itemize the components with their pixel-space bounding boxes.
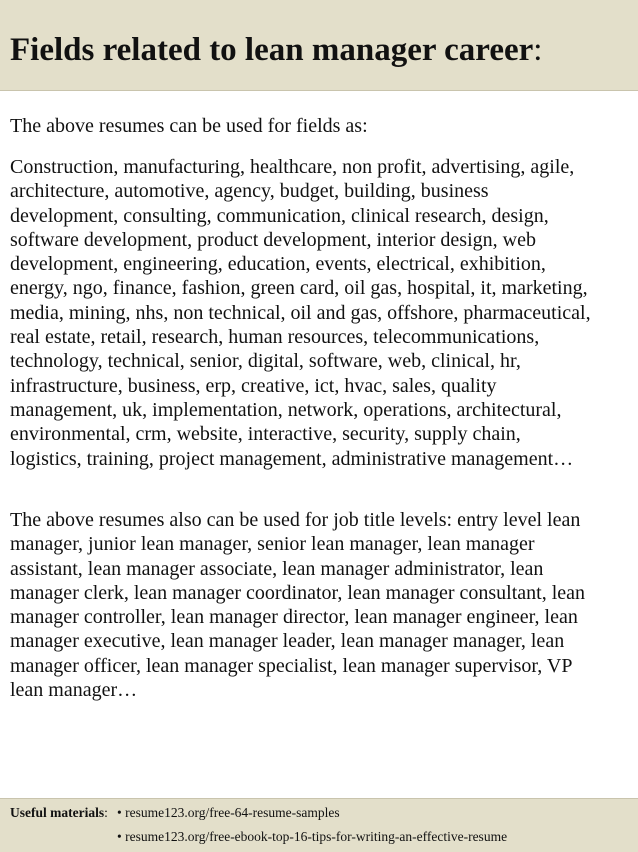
resume-tips-ebook-link[interactable]: • resume123.org/free-ebook-top-16-tips-for-writing-an-effective-resume [117,829,508,844]
fields-line: real estate, retail, research, human resources, telecommunications, [10,326,540,349]
fields-line: media, mining, nhs, non technical, oil and gas, offshore, pharmaceutical, [10,301,591,324]
page-title [10,30,542,70]
fields-line: technology, technical, senior, digital, software, web, clinical, hr, [10,350,521,373]
useful-materials-label-text: Useful materials [10,805,105,820]
useful-materials-footer [0,798,638,852]
fields-line: development, consulting, communication, clinical research, design, [10,204,549,227]
fields-line: architecture, automotive, agency, budget, building, business [10,180,489,203]
job-levels-line: manager, junior lean manager, senior lean manager, lean manager [10,533,535,556]
job-levels-line: assistant, lean manager associate, lean manager administrator, lean [10,557,544,580]
job-levels-line: manager clerk, lean manager coordinator, lean manager consultant, lean [10,581,586,604]
job-levels-line: The above resumes also can be used for job title levels: entry level lean [10,509,581,531]
fields-intro: The above resumes can be used for fields as: [10,115,368,137]
fields-line: environmental, crm, website, interactive, security, supply chain, [10,423,521,446]
fields-line: Construction, manufacturing, healthcare, non profit, advertising, agile, [10,156,575,178]
job-levels-line: lean manager… [10,679,138,702]
fields-paragraph [10,155,632,471]
fields-line: development, engineering, education, events, electrical, exhibition, [10,253,546,276]
job-levels-line: manager executive, lean manager leader, lean manager manager, lean [10,630,565,653]
resume-samples-link[interactable]: • resume123.org/free-64-resume-samples [117,805,340,820]
page-title-colon: : [533,32,543,68]
job-levels-line: manager controller, lean manager director, lean manager engineer, lean [10,606,578,629]
title-banner [0,0,638,91]
useful-materials-label [10,802,108,824]
fields-line: software development, product development, interior design, web [10,228,536,251]
fields-line: infrastructure, business, erp, creative, ict, hvac, sales, quality [10,374,497,397]
fields-line: energy, ngo, finance, fashion, green card, oil gas, hospital, it, marketing, [10,277,588,300]
fields-line: logistics, training, project management, administrative management… [10,447,574,470]
page-title-text: Fields related to lean manager career [10,32,534,68]
fields-line: management, uk, implementation, network, operations, architectural, [10,398,562,421]
job-levels-paragraph [10,508,632,702]
job-levels-line: manager officer, lean manager specialist, lean manager supervisor, VP [10,654,573,677]
useful-materials-label-colon: : [104,805,108,820]
